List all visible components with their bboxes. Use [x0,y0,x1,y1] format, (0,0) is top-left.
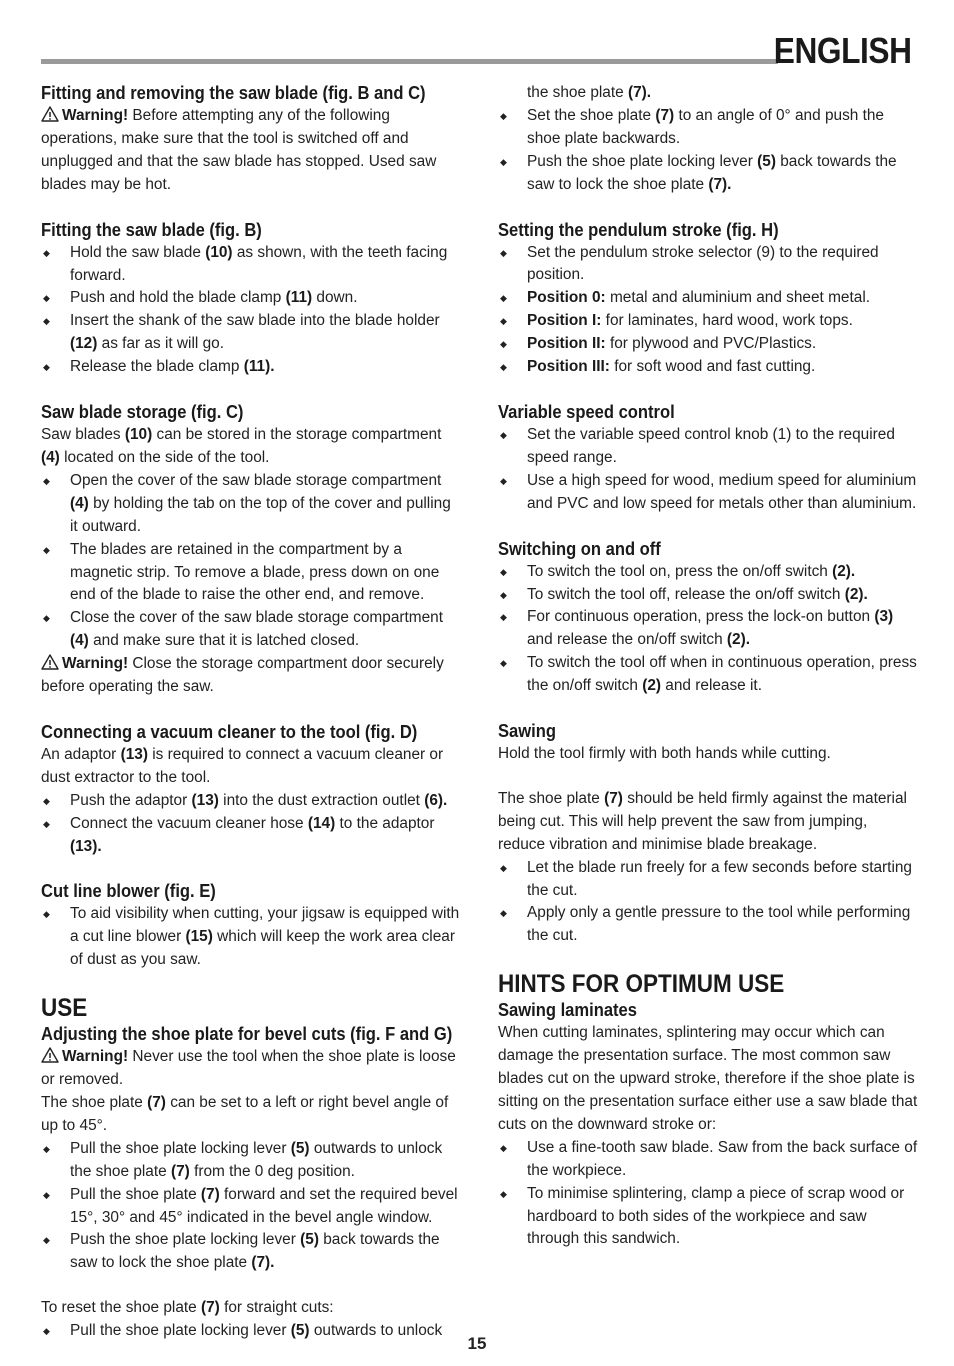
list-item: ◆ Apply only a gentle pressure to the tool while performing the cut. [500,904,911,945]
warning-icon [41,1047,59,1063]
paragraph: Saw blades (10) can be stored in the storage compartment (4) located on the side of the tool. [41,426,442,466]
list-item: ◆ Pull the shoe plate locking lever (5) outwards to unlock the shoe plate (7) from the 0 deg position. [43,1139,443,1180]
blower-steps [41,903,461,972]
warning-paragraph: Warning! Close the storage compartment door securely before operating the saw. [41,655,444,696]
page-number: 15 [467,1334,487,1353]
list-item: ◆ For continuous operation, press the lock-on button (3) and release the on/off switch (2). [500,608,894,649]
section-title: Fitting the saw blade (fig. B) [41,219,262,240]
list-item: ◆ The blades are retained in the compartment by a magnetic strip. To remove a blade, press down on one end of the blade to raise the other end, and remove. [43,540,440,604]
bullet-icon: ◆ [500,110,507,121]
warning-icon [41,654,59,670]
bullet-icon: ◆ [43,316,50,327]
bullet-icon: ◆ [500,475,507,486]
section-title: Sawing [498,721,556,742]
list-item: ◆ Open the cover of the saw blade storage compartment (4) by holding the tab on the top of the cover and pulling it outward. [43,471,451,535]
switching-steps [498,561,918,698]
fitting-steps [41,242,461,379]
list-item: ◆ Set the shoe plate (7) to an angle of 0° and push the shoe plate backwards. [500,106,884,147]
bullet-icon: ◆ [500,156,507,167]
section-title: Switching on and off [498,538,661,559]
language-heading: ENGLISH [774,30,912,71]
list-item: ◆ Let the blade run freely for a few seconds before starting the cut. [500,858,912,899]
bullet-icon: ◆ [43,795,50,806]
section-title: Fitting and removing the saw blade (fig. B and C) [41,83,426,103]
list-item: ◆ Push the shoe plate locking lever (5) back towards the saw to lock the shoe plate (7). [43,1231,440,1272]
bullet-icon: ◆ [500,589,507,600]
bullet-icon: ◆ [43,247,50,258]
bullet-icon: ◆ [500,429,507,440]
header-rule [41,59,778,64]
list-item: ◆ Push and hold the blade clamp (11) down. [41,287,461,310]
paragraph: To reset the shoe plate (7) for straight cuts: [41,1299,334,1317]
list-item: ◆ Close the cover of the saw blade storage compartment (4) and make sure that it is latched closed. [43,609,443,650]
list-item: the shoe plate (7). [527,84,652,101]
bullet-icon: ◆ [500,862,507,873]
bullet-icon: ◆ [43,1143,50,1154]
bullet-icon: ◆ [43,909,50,920]
speed-steps [498,424,918,516]
bullet-icon: ◆ [43,362,50,373]
bullet-icon: ◆ [43,1326,50,1337]
hints-heading: HINTS FOR OPTIMUM USE [498,970,785,999]
bullet-icon: ◆ [43,1235,50,1246]
bullet-icon: ◆ [43,544,50,555]
list-item: ◆ To minimise splintering, clamp a piece of scrap wood or hardboard to both sides of the workpiece and saw through this sandwich. [500,1184,905,1248]
reset-steps-continued [498,82,918,197]
list-item: ◆ Set the variable speed control knob (1) to the required speed range. [500,425,895,466]
warning-paragraph: Warning! Before attempting any of the following operations, make sure that the tool is switched off and unplugged and that the saw blade has stopped. Used saw blades may be hot. [41,107,437,193]
section-title: Variable speed control [498,401,675,422]
list-item: ◆ Position III: for soft wood and fast cutting. [498,356,918,379]
bullet-icon: ◆ [43,818,50,829]
list-item: ◆ Connect the vacuum cleaner hose (14) to the adaptor (13). [43,814,435,855]
paragraph: An adaptor (13) is required to connect a vacuum cleaner or dust extractor to the tool. [41,745,444,786]
section-title: Setting the pendulum stroke (fig. H) [498,219,779,240]
bullet-icon: ◆ [43,475,50,486]
paragraph: Hold the tool firmly with both hands while cutting. [498,745,831,763]
list-item: ◆ To switch the tool off when in continuous operation, press the on/off switch (2) and release it. [500,654,917,695]
vacuum-steps [41,790,461,859]
bullet-icon: ◆ [500,658,507,669]
bullet-icon: ◆ [500,566,507,577]
list-item: ◆ Pull the shoe plate (7) forward and set the required bevel 15°, 30° and 45° indicated in the bevel angle window. [43,1185,458,1226]
list-item: ◆ To switch the tool on, press the on/off switch (2). [498,561,918,584]
pendulum-steps [498,242,918,379]
list-item: ◆ Push the shoe plate locking lever (5) back towards the saw to lock the shoe plate (7). [500,152,897,193]
list-item: ◆ Release the blade clamp (11). [41,356,461,379]
use-heading: USE [41,994,88,1023]
bullet-icon: ◆ [500,1188,507,1199]
bullet-icon: ◆ [500,612,507,623]
list-item: ◆ Push the adaptor (13) into the dust extraction outlet (6). [41,790,461,813]
bevel-steps [41,1138,461,1275]
bullet-icon: ◆ [500,908,507,919]
left-column [41,82,461,1343]
section-title: Cut line blower (fig. E) [41,881,216,902]
warning-icon [41,106,59,122]
section-title: Saw blade storage (fig. C) [41,402,244,423]
list-item: ◆ Pull the shoe plate locking lever (5) outwards to unlock [41,1320,461,1343]
list-item: ◆ Use a fine-tooth saw blade. Saw from the back surface of the workpiece. [500,1138,918,1179]
list-item: ◆ Insert the shank of the saw blade into the blade holder (12) as far as it will go. [43,312,440,353]
bullet-icon: ◆ [43,1189,50,1200]
list-item: ◆ Set the pendulum stroke selector (9) to the required position. [500,243,879,284]
storage-steps [41,470,461,653]
warning-paragraph: Warning! Never use the tool when the shoe plate is loose or removed. [41,1048,456,1089]
section-title: Adjusting the shoe plate for bevel cuts (fig. F and G) [41,1024,453,1045]
section-title: Connecting a vacuum cleaner to the tool (fig. D) [41,721,418,742]
list-item: ◆ Position II: for plywood and PVC/Plastics. [498,333,918,356]
bullet-icon: ◆ [43,613,50,624]
list-item: ◆ Use a high speed for wood, medium speed for aluminium and PVC and low speed for metals other than aluminium. [500,471,917,512]
section-title: Sawing laminates [498,1000,637,1021]
paragraph: The shoe plate (7) should be held firmly against the material being cut. This will help prevent the saw from jumping, reduce vibration and minimise blade breakage. [498,789,907,853]
bullet-icon: ◆ [500,247,507,258]
bullet-icon: ◆ [500,1142,507,1153]
bullet-icon: ◆ [43,293,50,304]
list-item: ◆ Position 0: metal and aluminium and sheet metal. [498,287,918,310]
hints-steps [498,1137,918,1252]
bullet-icon: ◆ [500,339,507,350]
list-item: ◆ Position I: for laminates, hard wood, work tops. [498,310,918,333]
list-item: ◆ To switch the tool off, release the on/off switch (2). [498,584,918,607]
list-item: ◆ Hold the saw blade (10) as shown, with the teeth facing forward. [43,243,448,284]
paragraph: The shoe plate (7) can be set to a left or right bevel angle of up to 45°. [41,1094,449,1134]
paragraph: When cutting laminates, splintering may occur which can damage the presentation surface. The most common saw blades cut on the upward stroke, therefore if the shoe plate is sitting on the presentation surface either use a saw blade that cuts on the downward stroke or: [498,1024,918,1133]
right-column [498,82,918,1251]
bullet-icon: ◆ [500,362,507,373]
sawing-steps [498,857,918,949]
list-item: ◆ To aid visibility when cutting, your jigsaw is equipped with a cut line blower (15) which will keep the work area clear of dust as you saw. [43,905,460,969]
bullet-icon: ◆ [500,316,507,327]
bullet-icon: ◆ [500,293,507,304]
